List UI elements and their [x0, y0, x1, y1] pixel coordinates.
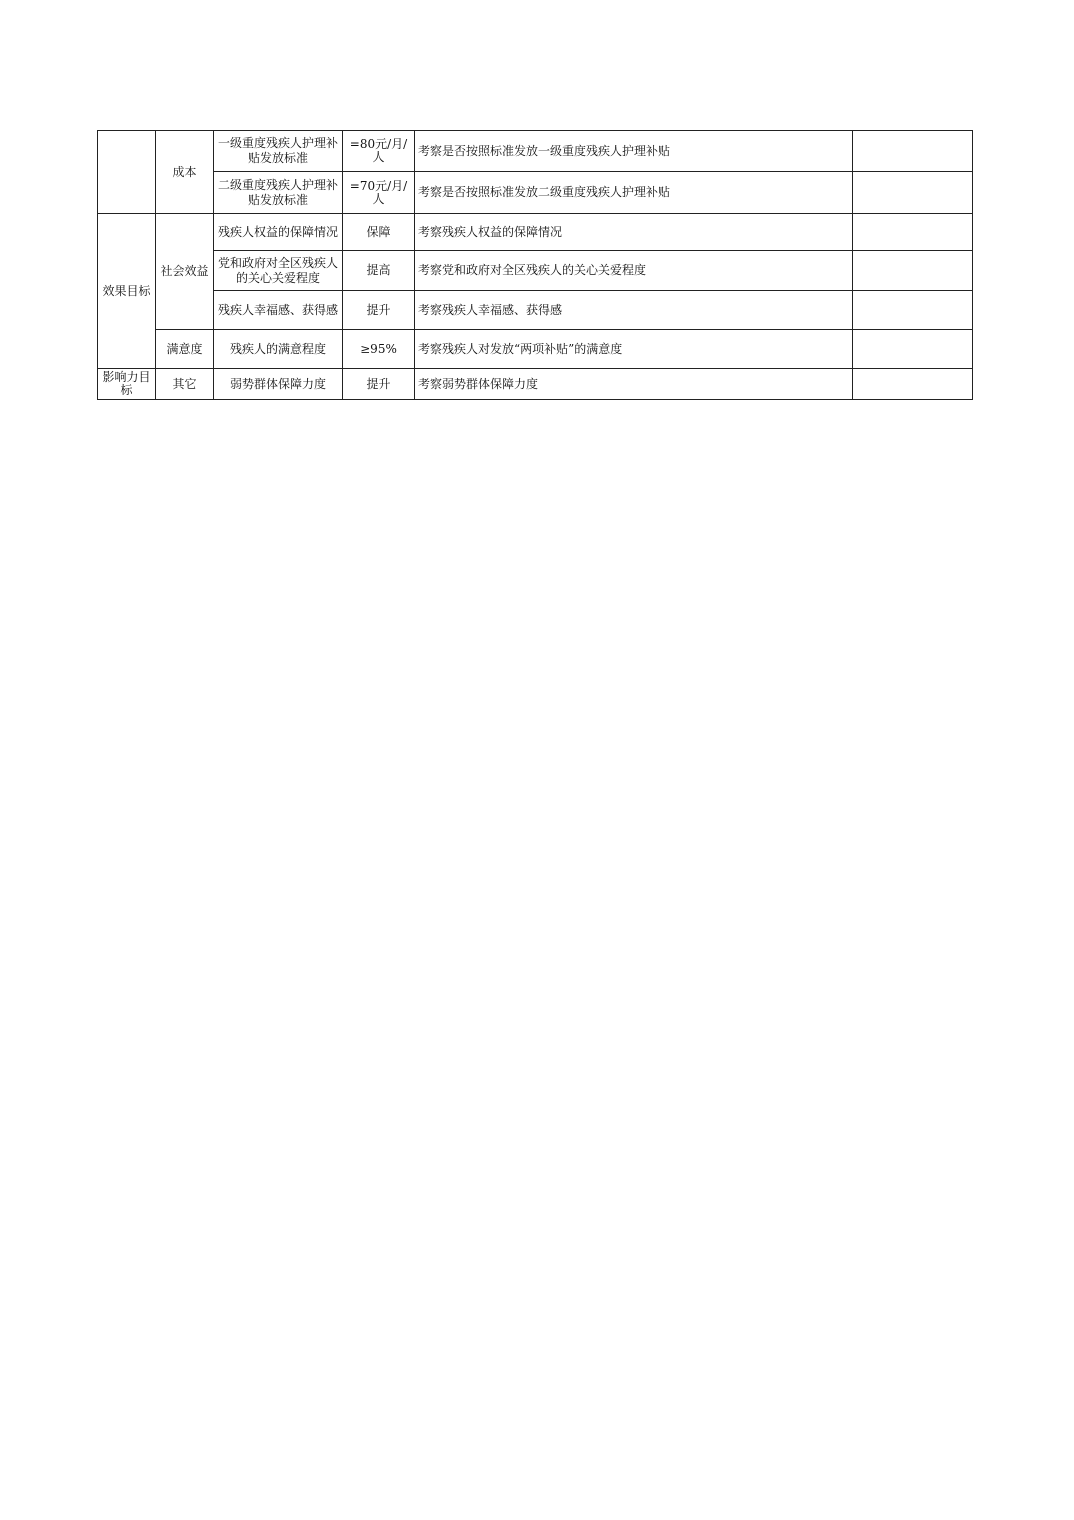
- level1-cell: [98, 131, 156, 214]
- table-row: [98, 251, 973, 291]
- table-row: [98, 291, 973, 330]
- description-cell: 考察残疾人对发放“两项补贴”的满意度: [415, 330, 853, 369]
- description-cell: 考察是否按照标准发放一级重度残疾人护理补贴: [415, 131, 853, 172]
- level2-cell-cost: 成本: [156, 131, 214, 214]
- level2-cell-social: 社会效益: [156, 214, 214, 330]
- value-cell: =70元/月/人: [343, 172, 415, 214]
- performance-indicator-table: [97, 130, 973, 400]
- indicator-cell: 一级重度残疾人护理补贴发放标准: [214, 131, 343, 172]
- level2-cell-satisfaction: 满意度: [156, 330, 214, 369]
- indicator-cell: 残疾人的满意程度: [214, 330, 343, 369]
- description-cell: 考察残疾人权益的保障情况: [415, 214, 853, 251]
- value-cell: 提升: [343, 291, 415, 330]
- table-row: [98, 330, 973, 369]
- description-cell: 考察是否按照标准发放二级重度残疾人护理补贴: [415, 172, 853, 214]
- indicator-cell: 二级重度残疾人护理补贴发放标准: [214, 172, 343, 214]
- description-cell: 考察党和政府对全区残疾人的关心关爱程度: [415, 251, 853, 291]
- remark-cell: [853, 131, 973, 172]
- description-cell: 考察弱势群体保障力度: [415, 369, 853, 400]
- value-cell: 提升: [343, 369, 415, 400]
- table-row: [98, 131, 973, 172]
- level1-cell-effect: 效果目标: [98, 214, 156, 369]
- value-cell: ≥95%: [343, 330, 415, 369]
- description-cell: 考察残疾人幸福感、获得感: [415, 291, 853, 330]
- value-cell: 提高: [343, 251, 415, 291]
- level2-cell-other: 其它: [156, 369, 214, 400]
- indicator-cell: 弱势群体保障力度: [214, 369, 343, 400]
- remark-cell: [853, 369, 973, 400]
- remark-cell: [853, 291, 973, 330]
- table-row: [98, 214, 973, 251]
- value-cell: =80元/月/人: [343, 131, 415, 172]
- value-cell: 保障: [343, 214, 415, 251]
- remark-cell: [853, 172, 973, 214]
- table-row: [98, 172, 973, 214]
- indicator-cell: 党和政府对全区残疾人的关心关爱程度: [214, 251, 343, 291]
- indicator-cell: 残疾人幸福感、获得感: [214, 291, 343, 330]
- level1-cell-influence: 影响力目标: [98, 369, 156, 400]
- remark-cell: [853, 330, 973, 369]
- table-row: [98, 369, 973, 400]
- indicator-cell: 残疾人权益的保障情况: [214, 214, 343, 251]
- remark-cell: [853, 214, 973, 251]
- remark-cell: [853, 251, 973, 291]
